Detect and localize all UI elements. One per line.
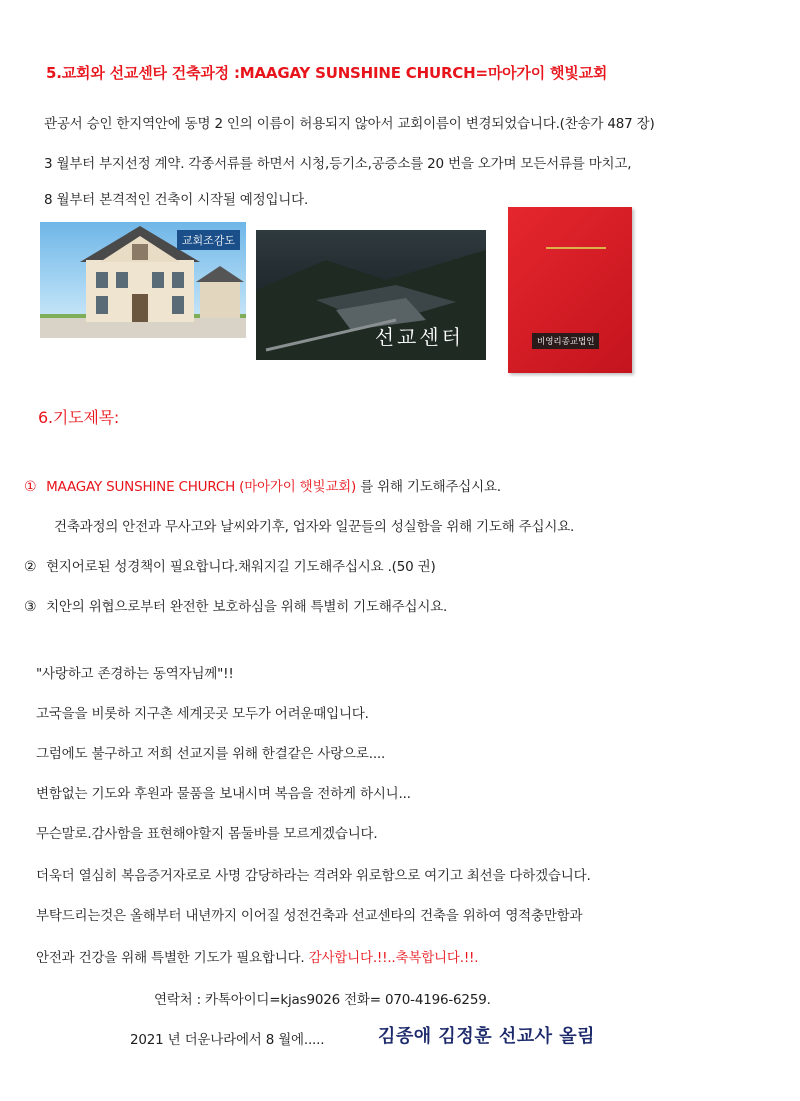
contact-info: 연락처 : 카톡아이디=kjas9026 전화= 070-4196-6259. bbox=[154, 992, 491, 1008]
church-rendering-label: 교회조감도 bbox=[177, 230, 240, 250]
prayer-item-1-detail: 건축과정의 안전과 무사고와 날씨와기후, 업자와 일꾼들의 성실함을 위해 기도해 주십시요. bbox=[54, 519, 575, 535]
prayer-item-1 bbox=[24, 475, 501, 495]
prayer-item-1-marker: ① bbox=[24, 479, 37, 495]
prayer-item-1-text: 를 위해 기도해주십시요. bbox=[356, 479, 501, 495]
section5-title: 5.교회와 선교센타 건축과정 :MAAGAY SUNSHINE CHURCH=마아가이 햇빛교회 bbox=[46, 64, 608, 82]
letter-date: 2021 년 더운나라에서 8 월에..... bbox=[130, 1032, 325, 1048]
prayer-item-3-text: 치안의 위협으로부터 완전한 보호하심을 위해 특별히 기도해주십시요. bbox=[46, 599, 448, 615]
prayer-item-2-text: 현지어로된 성경책이 필요합니다.채워지길 기도해주십시요 .(50 권) bbox=[46, 559, 436, 575]
registration-booklet-image bbox=[500, 205, 640, 377]
prayer-item-2-marker: ② bbox=[24, 559, 37, 575]
letter-greeting: "사랑하고 존경하는 동역자님께"!! bbox=[36, 666, 234, 682]
section5-paragraph-line-2: 3 월부터 부지선정 계약. 각종서류를 하면서 시청,등기소,공증소를 20 번을 오가며 모든서류를 마치고, bbox=[44, 156, 632, 172]
section5-paragraph-line-1: 관공서 승인 한지역안에 동명 2 인의 이름이 허용되지 않아서 교회이름이 변경되었습니다.(찬송가 487 장) bbox=[44, 116, 655, 132]
prayer-item-2 bbox=[24, 555, 436, 575]
prayer-item-1-church-name: MAAGAY SUNSHINE CHURCH (마아가이 햇빛교회) bbox=[46, 479, 357, 495]
letter-line-1: 고국을을 비롯하 지구촌 세계곳곳 모두가 어려운때입니다. bbox=[36, 706, 369, 722]
booklet-cover-emblem bbox=[546, 247, 606, 249]
letter-line-3: 변함없는 기도와 후원과 물품을 보내시며 복음을 전하게 하시니... bbox=[36, 786, 411, 802]
signature: 김종애 김정훈 선교사 올림 bbox=[378, 1026, 596, 1047]
mission-center-caption: 선교센터 bbox=[374, 325, 464, 349]
prayer-item-3-marker: ③ bbox=[24, 599, 37, 615]
letter-thanks: 감사합니다.!!..축복합니다.!!. bbox=[308, 950, 479, 966]
letter-last-line-text: 안전과 건강을 위해 특별한 기도가 필요합니다. bbox=[36, 950, 305, 966]
booklet-label: 비영리종교법인 bbox=[532, 333, 599, 349]
mission-center-image bbox=[256, 230, 486, 360]
letter-line-4: 무슨말로.감사함을 표현해야할지 몸둘바를 모르게겠습니다. bbox=[36, 826, 378, 842]
letter-line-2: 그럼에도 불구하고 저희 선교지를 위해 한결같은 사랑으로.... bbox=[36, 746, 386, 762]
section6-title: 6.기도제목: bbox=[38, 408, 120, 427]
letter-line-5: 더욱더 열심히 복음증거자로로 사명 감당하라는 격려와 위로함으로 여기고 최선을 다하겠습니다. bbox=[36, 868, 591, 884]
church-rendering-image bbox=[40, 222, 246, 338]
section5-paragraph-line-3: 8 월부터 본격적인 건축이 시작될 예정입니다. bbox=[44, 192, 309, 208]
prayer-item-3 bbox=[24, 595, 447, 615]
letter-line-7 bbox=[36, 946, 478, 966]
letter-line-6: 부탁드리는것은 올해부터 내년까지 이어질 성전건축과 선교센타의 건축을 위하여 영적충만함과 bbox=[36, 908, 583, 924]
